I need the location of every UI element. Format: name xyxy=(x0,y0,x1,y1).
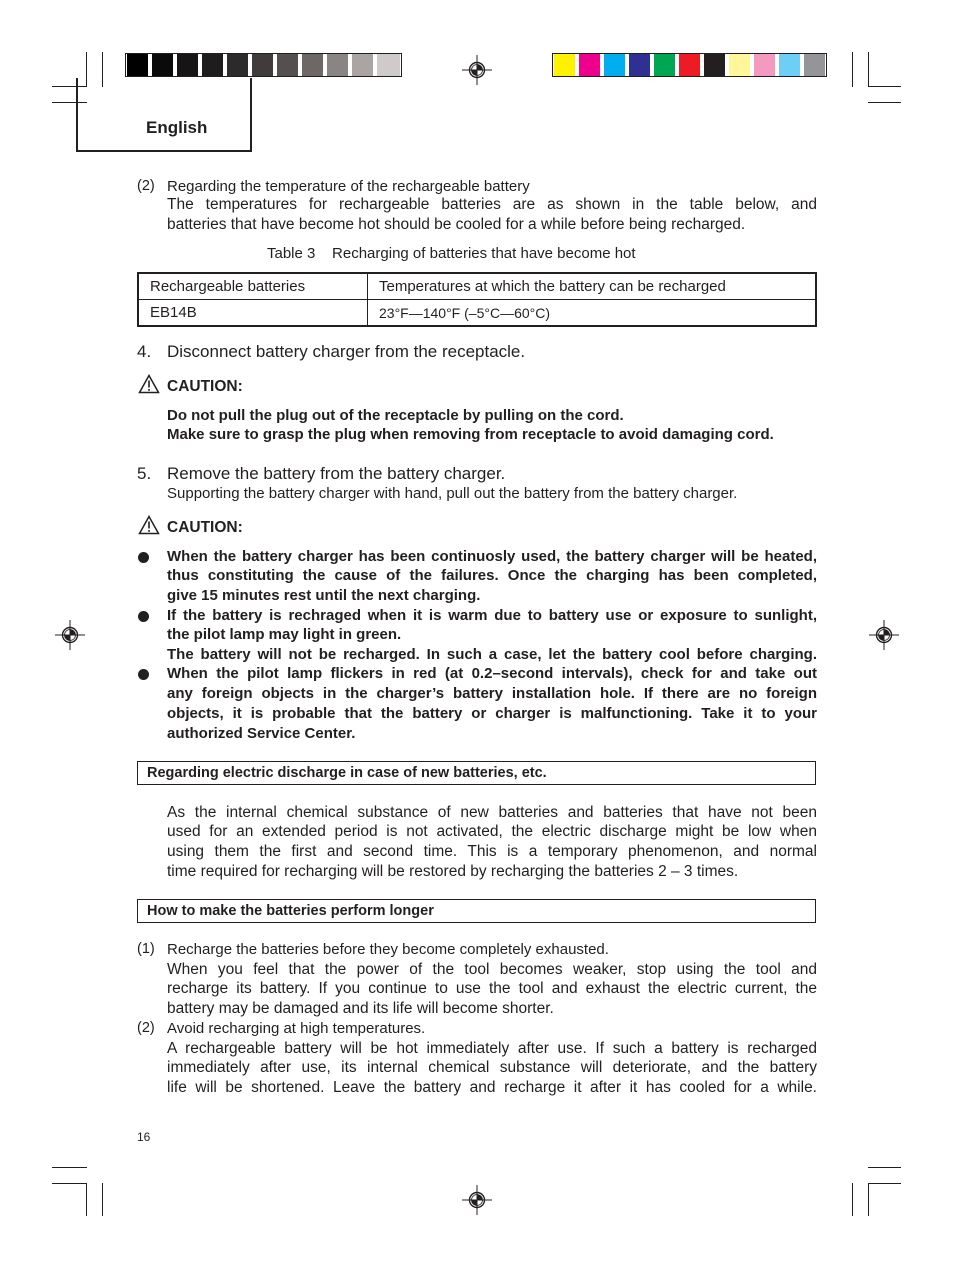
step-number: 4. xyxy=(137,342,152,361)
caution-line: objects, it is probable that the battery or charger is malfunctioning. Take it to your xyxy=(167,705,817,722)
caution-line: The battery will not be recharged. In such a case, let the battery cool before charging. xyxy=(167,646,817,663)
paragraph-line: The temperatures for rechargeable batteries are as shown in the table below, and xyxy=(167,196,817,213)
caution-line: give 15 minutes rest until the next charging. xyxy=(167,587,481,604)
paragraph-line: batteries that have become hot should be cooled for a while before being recharged. xyxy=(167,216,746,233)
bullet-icon xyxy=(138,611,149,622)
gray-swatch xyxy=(804,54,825,76)
gray-swatch xyxy=(327,54,348,76)
table-header-cell: Temperatures at which the battery can be recharged xyxy=(368,273,817,300)
paragraph-line: recharge its battery. If you continue to use the tool and exhaust the electric current, the xyxy=(167,980,817,997)
item-number: (2) xyxy=(137,1020,155,1036)
step-title: Disconnect battery charger from the receptacle. xyxy=(167,342,526,361)
gray-swatch xyxy=(127,54,148,76)
paragraph-line: battery may be damaged and its life will become shorter. xyxy=(167,1000,554,1017)
light-yellow-swatch xyxy=(729,54,750,76)
green-swatch xyxy=(654,54,675,76)
blue-swatch xyxy=(629,54,650,76)
warning-triangle-icon xyxy=(138,374,160,394)
paragraph-line: When you feel that the power of the tool becomes weaker, stop using the tool and xyxy=(167,961,817,978)
gray-swatch xyxy=(302,54,323,76)
section-title: Regarding the temperature of the rechargeable battery xyxy=(167,178,530,195)
cyan-swatch xyxy=(604,54,625,76)
gray-swatch xyxy=(202,54,223,76)
registration-mark-icon xyxy=(869,620,899,650)
paragraph-line: using them the first and second time. This is a temporary phenomenon, and normal xyxy=(167,843,817,860)
warning-triangle-icon xyxy=(138,515,160,535)
gray-swatch xyxy=(227,54,248,76)
registration-mark-icon xyxy=(55,620,85,650)
table-header-cell: Rechargeable batteries xyxy=(138,273,368,300)
language-label: English xyxy=(146,118,208,137)
pink-swatch xyxy=(754,54,775,76)
page-number: 16 xyxy=(137,1130,151,1144)
paragraph-line: life will be shortened. Leave the battery and recharge it after it has cooled for a while. xyxy=(167,1079,817,1096)
table-row xyxy=(138,300,816,327)
gray-swatch xyxy=(352,54,373,76)
caution-line: Make sure to grasp the plug when removing from receptacle to avoid damaging cord. xyxy=(167,426,774,443)
gray-swatch xyxy=(152,54,173,76)
magenta-swatch xyxy=(579,54,600,76)
section-heading: Regarding electric discharge in case of new batteries, etc. xyxy=(137,761,816,785)
caution-line: When the pilot lamp flickers in red (at 0.2–second intervals), check for and take out xyxy=(167,665,817,682)
step-number: 5. xyxy=(137,464,152,483)
step-detail: Supporting the battery charger with hand, pull out the battery from the battery charger. xyxy=(167,485,738,502)
registration-mark-icon xyxy=(462,55,492,85)
paragraph-line: time required for recharging will be restored by recharging the batteries 2 – 3 times. xyxy=(167,863,739,880)
light-cyan-swatch xyxy=(779,54,800,76)
paragraph-line: immediately after use, its internal chemical substance will deteriorate, and the battery xyxy=(167,1059,817,1076)
table-cell: 23°F—140°F (–5°C—60°C) xyxy=(368,300,817,327)
caution-line: thus constituting the cause of the failures. Once the charging has been completed, xyxy=(167,567,817,584)
step-title: Remove the battery from the battery charger. xyxy=(167,464,506,483)
bullet-icon xyxy=(138,552,149,563)
language-tab xyxy=(76,78,252,152)
red-swatch xyxy=(679,54,700,76)
paragraph-line: used for an extended period is not activated, the electric discharge might be low when xyxy=(167,823,817,840)
paragraph-line: A rechargeable battery will be hot immediately after use. If such a battery is recharged xyxy=(167,1040,817,1057)
table-caption: Table 3 Recharging of batteries that have become hot xyxy=(267,245,636,262)
bullet-icon xyxy=(138,669,149,680)
gray-swatch xyxy=(277,54,298,76)
caution-line: When the battery charger has been continuosly used, the battery charger will be heated, xyxy=(167,548,817,565)
gray-swatch xyxy=(252,54,273,76)
caution-line: authorized Service Center. xyxy=(167,725,356,742)
gray-swatch xyxy=(177,54,198,76)
section-number: (2) xyxy=(137,178,155,194)
table-cell: EB14B xyxy=(138,300,368,327)
gray-swatch xyxy=(377,54,400,76)
item-number: (1) xyxy=(137,941,155,957)
caution-line: Do not pull the plug out of the receptacle by pulling on the cord. xyxy=(167,407,624,424)
section-heading: How to make the batteries perform longer xyxy=(137,899,816,923)
caution-line: If the battery is rechraged when it is warm due to battery use or exposure to sunlight, xyxy=(167,607,817,624)
caution-label: CAUTION: xyxy=(167,378,243,395)
black-swatch xyxy=(704,54,725,76)
item-title: Avoid recharging at high temperatures. xyxy=(167,1020,426,1037)
paragraph-line: As the internal chemical substance of new batteries and batteries that have not been xyxy=(167,804,817,821)
table-header-row xyxy=(138,273,816,300)
caution-label: CAUTION: xyxy=(167,519,243,536)
item-title: Recharge the batteries before they become completely exhausted. xyxy=(167,941,609,958)
registration-mark-icon xyxy=(462,1185,492,1215)
caution-line: any foreign objects in the charger’s battery installation hole. If there are no foreign xyxy=(167,685,817,702)
recharge-temperature-table xyxy=(137,272,817,327)
caution-line: the pilot lamp may light in green. xyxy=(167,626,402,643)
yellow-swatch xyxy=(554,54,575,76)
